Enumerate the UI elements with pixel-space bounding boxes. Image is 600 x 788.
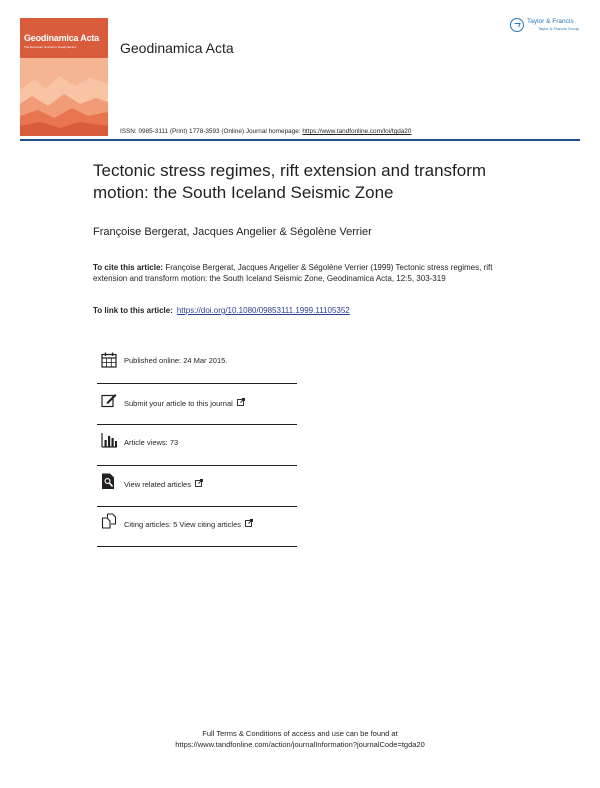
related-articles-row[interactable]	[97, 473, 297, 493]
footer-terms-link[interactable]: https://www.tandfonline.com/action/journalInformation?journalCode=tgda20	[175, 740, 425, 749]
bar-chart-icon	[101, 432, 117, 450]
citing-articles-row[interactable]	[97, 513, 297, 533]
published-online-row	[97, 352, 297, 372]
related-articles-link[interactable]: View related articles	[124, 480, 191, 489]
published-online-text: Published online: 24 Mar 2015.	[124, 356, 228, 365]
citing-articles-link[interactable]: Citing articles: 5 View citing articles	[124, 520, 241, 529]
calendar-icon	[101, 352, 117, 370]
taylor-francis-logo-icon	[510, 18, 524, 32]
submit-article-row[interactable]	[97, 392, 297, 412]
journal-cover	[20, 18, 108, 136]
header-rule	[20, 139, 580, 141]
journal-name[interactable]: Geodinamica Acta	[120, 40, 234, 56]
external-link-icon	[237, 398, 245, 408]
journal-homepage-link[interactable]: https://www.tandfonline.com/loi/tgda20	[302, 128, 412, 135]
doi-link[interactable]: https://doi.org/10.1080/09853111.1999.11105352	[176, 306, 350, 315]
article-authors: Françoise Bergerat, Jacques Angelier & Ségolène Verrier	[93, 226, 372, 238]
info-divider	[97, 424, 297, 425]
article-views-text: Article views: 73	[124, 438, 179, 447]
search-document-icon	[101, 473, 117, 492]
citing-articles-icon	[101, 513, 117, 531]
link-label: To link to this article:	[93, 306, 173, 315]
publisher-tagline: Taylor & Francis Group	[538, 26, 579, 31]
info-divider	[97, 465, 297, 466]
footer	[0, 728, 600, 750]
citation-label: To cite this article:	[93, 263, 164, 272]
cover-title: Geodinamica Acta	[24, 33, 99, 43]
footer-terms-text: Full Terms & Conditions of access and use can be found at	[202, 729, 398, 738]
cover-subtitle: The European Journal of Geodynamics	[24, 45, 77, 49]
article-views-row	[97, 432, 297, 452]
external-link-icon	[195, 479, 203, 489]
external-link-icon	[245, 519, 253, 529]
citation-text: Françoise Bergerat, Jacques Angelier & Ségolène Verrier (1999) Tectonic stress regimes, rift extension and transform motion: the South Iceland Seismic Zone, Geodinamica Acta, 12:5, 303-319	[93, 263, 493, 283]
publisher-logo[interactable]	[510, 16, 580, 36]
citation	[93, 262, 513, 284]
info-divider	[97, 383, 297, 384]
article-link-line	[93, 305, 350, 316]
edit-icon	[101, 392, 117, 410]
issn-line	[120, 128, 411, 135]
info-divider	[97, 506, 297, 507]
publisher-name: Taylor & Francis	[527, 18, 574, 25]
info-divider	[97, 546, 297, 547]
issn-text: ISSN: 0985-3111 (Print) 1778-3593 (Online) Journal homepage:	[120, 128, 303, 135]
article-title: Tectonic stress regimes, rift extension and transform motion: the South Iceland Seismic Zone	[93, 161, 487, 202]
submit-article-link[interactable]: Submit your article to this journal	[124, 399, 233, 408]
